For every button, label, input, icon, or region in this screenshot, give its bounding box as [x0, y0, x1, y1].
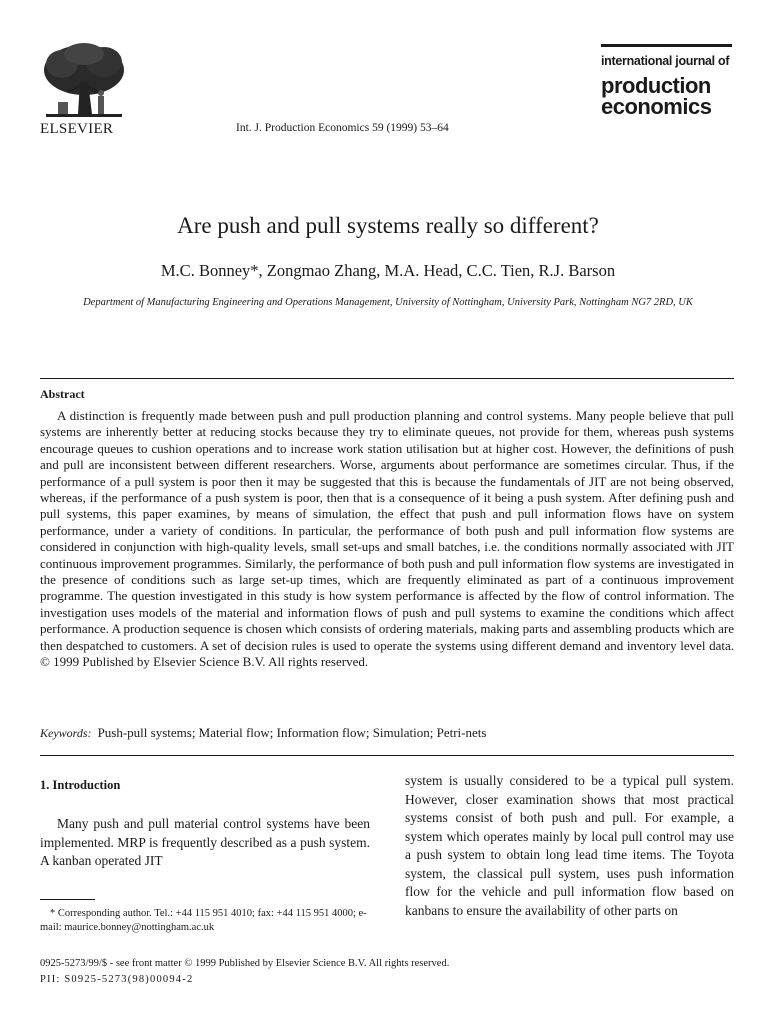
journal-citation: Int. J. Production Economics 59 (1999) 53–64 — [236, 122, 449, 134]
abstract-bottom-rule — [40, 755, 734, 756]
tree-icon — [40, 42, 128, 120]
journal-name-line2: economics — [601, 94, 712, 119]
pii-line: PII: S0925-5273(98)00094-2 — [40, 974, 194, 985]
left-column — [40, 778, 370, 871]
right-column — [405, 772, 734, 920]
journal-prefix: international journal of — [601, 54, 730, 68]
journal-logo — [601, 75, 741, 117]
journal-name-line1: production — [601, 73, 711, 98]
keywords-line — [40, 725, 734, 741]
front-matter-line: 0925-5273/99/$ - see front matter © 1999 Published by Elsevier Science B.V. All rights reserved. — [40, 958, 450, 969]
journal-logo-rule — [601, 44, 732, 47]
intro-paragraph-right: system is usually considered to be a typical pull system. However, closer examination shows that most practical systems consist of both push and pull. For example, a system which operates mainly by local pull control may use a push system to obtain long lead time items. The Toyota system, the classical pull system, uses push information flow for the vehicle and pull information flow based on kanbans to ensure the availability of other parts on — [405, 773, 734, 918]
abstract-heading: Abstract — [40, 387, 85, 401]
publisher-name: ELSEVIER — [40, 121, 114, 137]
keywords-label: Keywords: — [40, 726, 92, 740]
abstract-text: A distinction is frequently made between push and pull production planning and control systems. Many people believe that pull systems are inherently better at reducing stocks because they try to eliminate queues, not provide for them, whereas push systems encourage queues to cushion operations and to increase work station utilisation but at higher cost. However, the definitions of push and pull are inconsistent between different researchers. Worse, arguments about performance are sometimes circular. Thus, if the performance of a pull system is poor then it may be suggested that this is because the fundamentals of JIT are not being observed, whereas, if the performance of a push system is poor, then that is a consequence of it being a push system. After defining push and pull systems, this paper examines, by means of simulation, the effect that push and pull information flows have on system performance, under a variety of conditions. In particular, the performance of both push and pull information flow systems are considered in conjunction with high-quality levels, small set-ups and small batches, i.e. the conditions normally associated with JIT continuous improvement programmes. Similarly, the performance of both push and pull information flow systems are investigated in the presence of conditions such as large set-up times, which are frequently eliminated as part of a continuous improvement programme. The question investigated in this study is how system performance is affected by the flow of control information. The investigation uses models of the material and information flows of push and pull systems to examine the conditions which affect performance. A production sequence is chosen which consists of ordering materials, making parts and assembling products which are then despatched to customers. A set of decision rules is used to operate the systems using different demand and inventory level data. © 1999 Published by Elsevier Science B.V. All rights reserved. — [40, 408, 734, 670]
abstract-top-rule — [40, 378, 734, 379]
footnote-rule — [40, 899, 95, 900]
keywords-text: Push-pull systems; Material flow; Information flow; Simulation; Petri-nets — [97, 725, 487, 740]
article-authors: M.C. Bonney*, Zongmao Zhang, M.A. Head, C.C. Tien, R.J. Barson — [160, 261, 616, 280]
section-heading-introduction: 1. Introduction — [40, 778, 121, 792]
author-affiliation: Department of Manufacturing Engineering and Operations Management, University of Nottingham, University Park, Nottingham NG7 2RD, UK — [83, 297, 693, 308]
corresponding-author-footnote: * Corresponding author. Tel.: +44 115 951 4010; fax: +44 115 951 4000; e-mail: maurice.bonney@nottingham.ac.uk — [40, 908, 367, 933]
elsevier-tree-logo — [40, 42, 128, 132]
intro-paragraph-left: Many push and pull material control systems have been implemented. MRP is frequently described as a push system. A kanban operated JIT — [40, 816, 370, 868]
article-title: Are push and pull systems really so different? — [177, 213, 599, 238]
